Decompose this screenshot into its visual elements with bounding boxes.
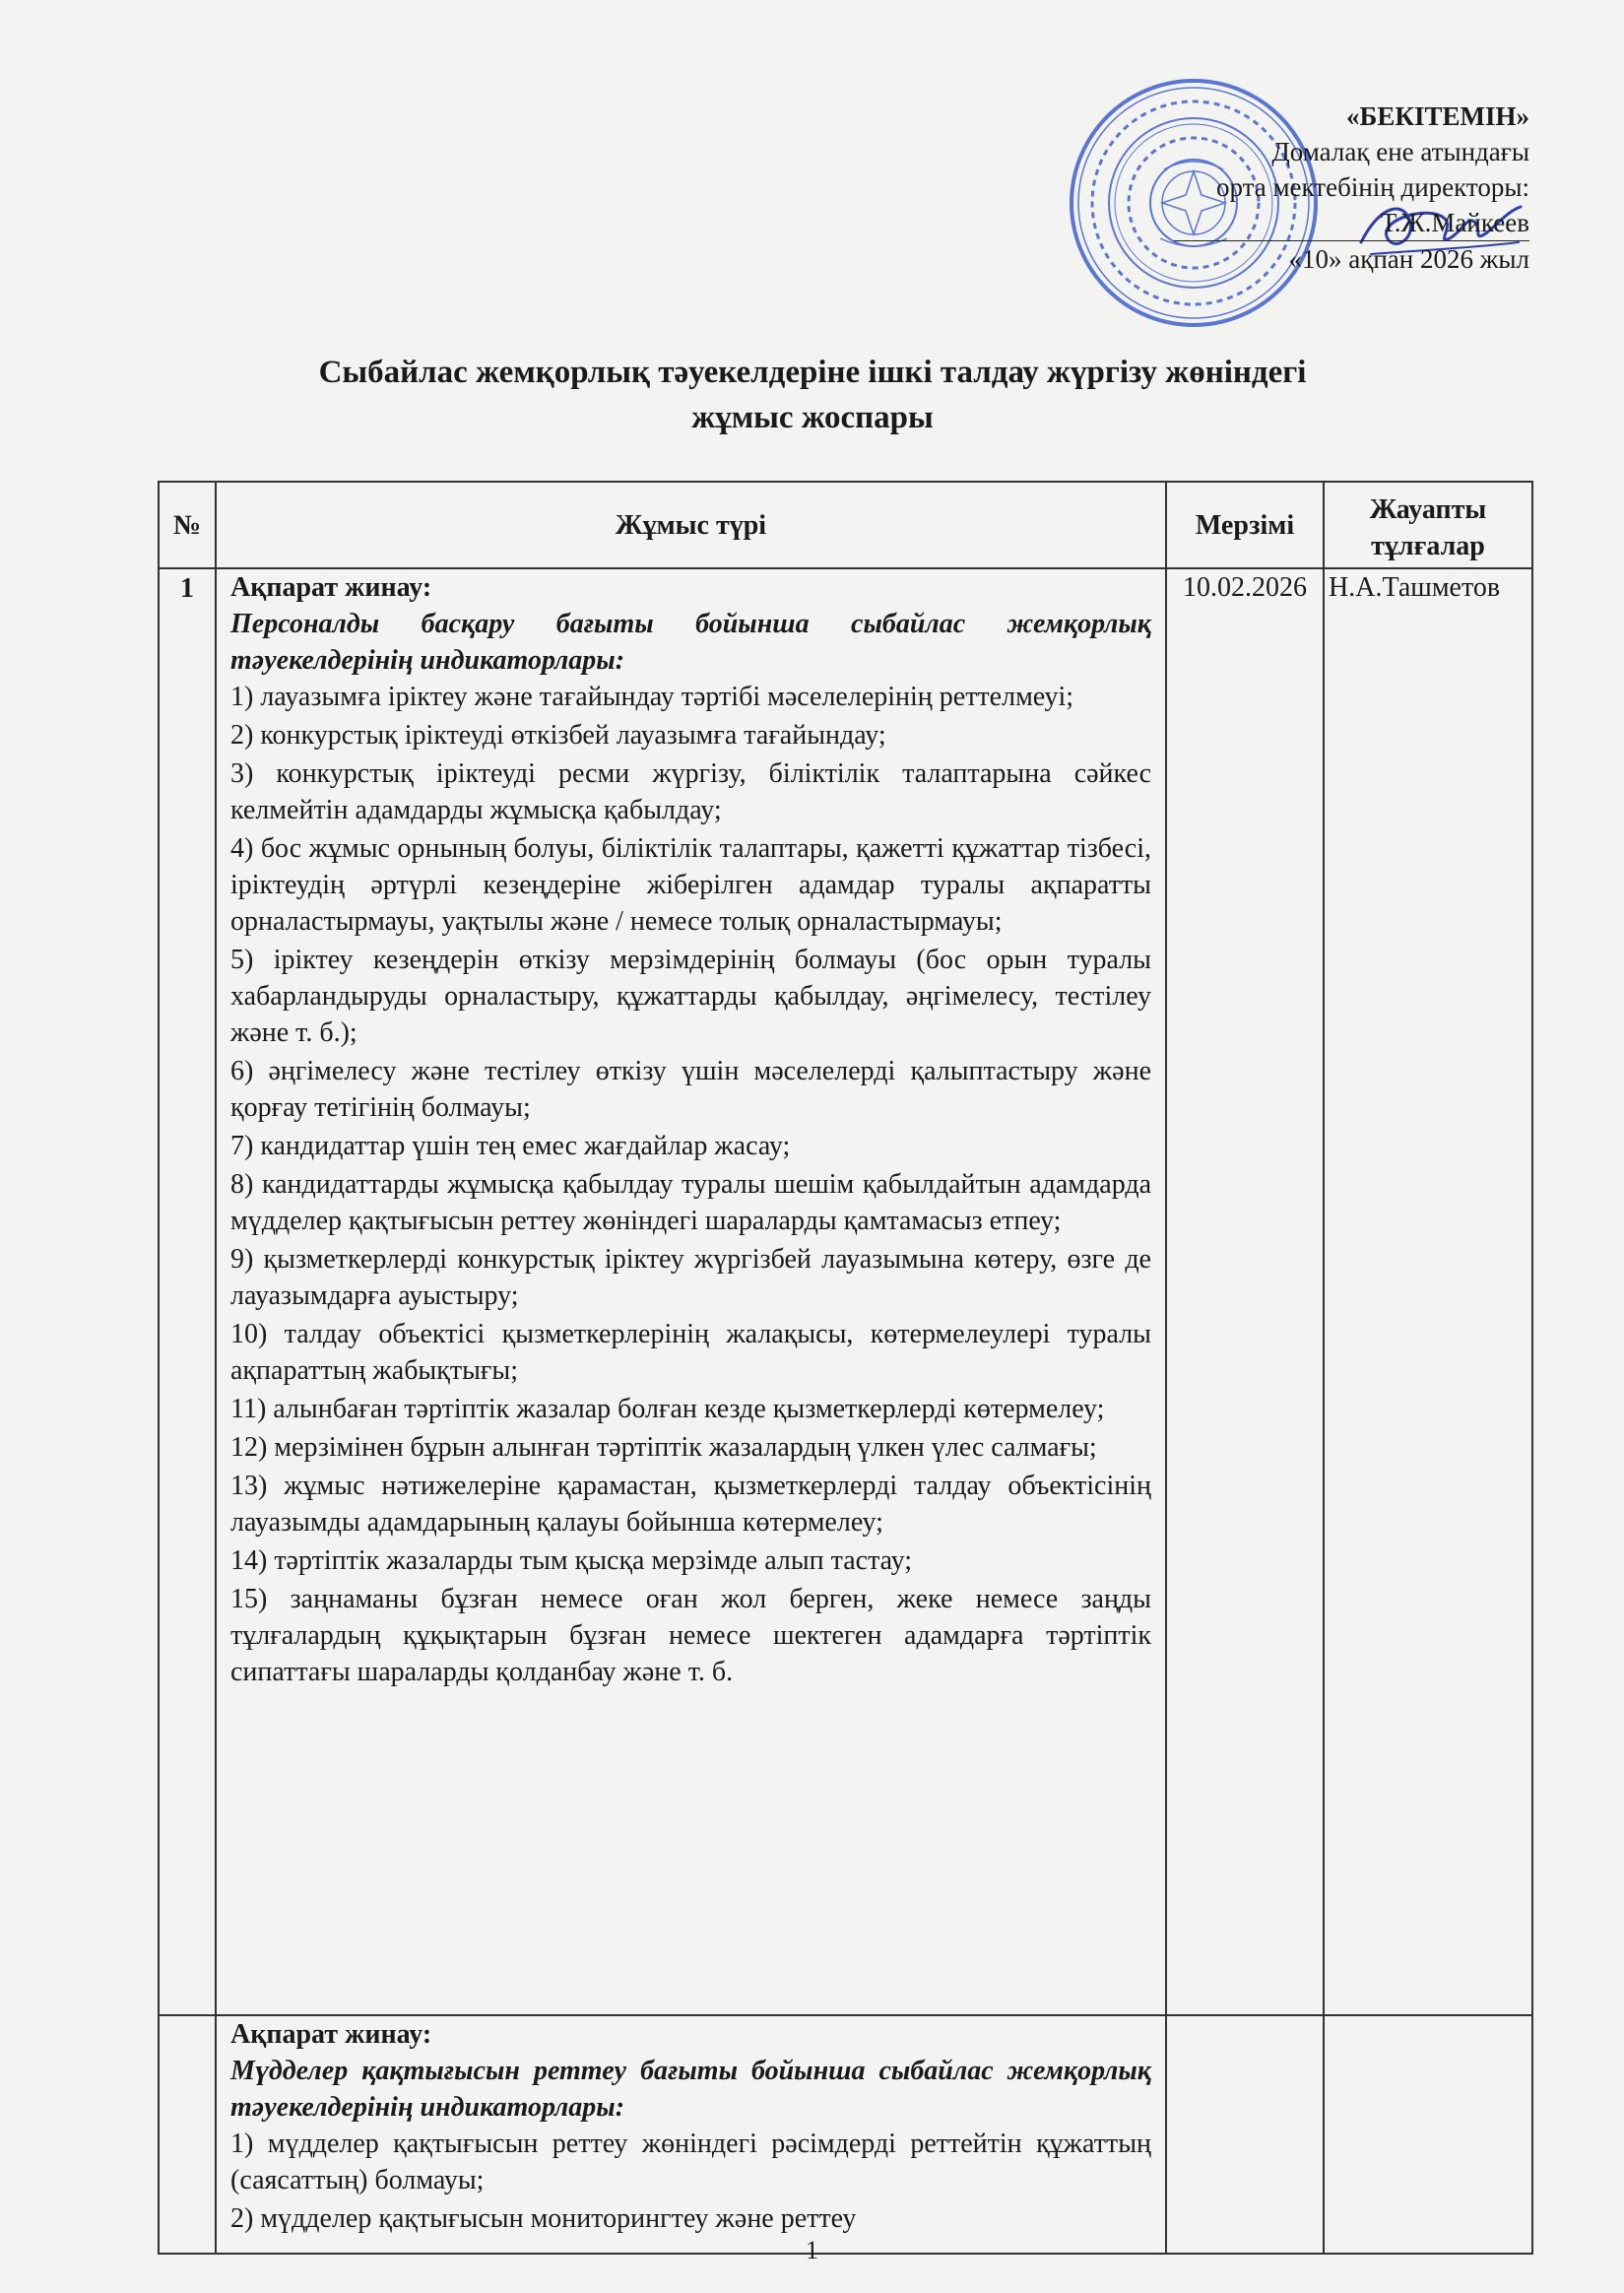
header-responsible: Жауапты тұлғалар xyxy=(1324,482,1532,568)
list-item: 1) лауазымға іріктеу және тағайындау тәртібі мәселелерінің реттелмеуі; xyxy=(230,682,1074,712)
work-description xyxy=(216,568,1166,2015)
document-title xyxy=(148,350,1477,440)
row-term: 10.02.2026 xyxy=(1166,568,1324,2015)
list-item: 4) бос жұмыс орнының болуы, біліктілік талаптары, қажетті құжаттар тізбесі, іріктеудің әртүрлі кезеңдеріне жіберілген адамдар туралы ақпаратты орналастырмауы, уақтылы және / немесе толық орналастырмауы; xyxy=(230,833,1151,937)
list-item: 7) кандидаттар үшін тең емес жағдайлар жасау; xyxy=(230,1131,791,1161)
row-responsible xyxy=(1324,2015,1532,2254)
approval-line-2: орта мектебінің директоры: xyxy=(1215,172,1529,202)
approval-heading: «БЕКІТЕМІН» xyxy=(1346,101,1529,131)
table-row xyxy=(159,2015,1532,2254)
section-heading: Ақпарат жинау: xyxy=(230,572,432,603)
table-row xyxy=(159,568,1532,2015)
work-description xyxy=(216,2015,1166,2254)
row-responsible: Н.А.Ташметов xyxy=(1324,568,1532,2015)
list-item: 9) қызметкерлерді конкурстық іріктеу жүргізбей лауазымына көтеру, өзге де лауазымдарға ауыстыру; xyxy=(230,1244,1151,1311)
header-num: № xyxy=(159,482,216,568)
list-item: 15) заңнаманы бұзған немесе оған жол берген, жеке немесе заңды тұлғалардың құқықтарын бұзған немесе шектеген адамдарға тәртіптік сипаттағы шараларды қолданбау және т. б. xyxy=(230,1584,1151,1687)
title-line-2: жұмыс жоспары xyxy=(691,400,934,435)
list-item: 5) іріктеу кезеңдерін өткізу мерзімдерінің болмауы (бос орын туралы хабарландыруды орналастыру, құжаттарды қабылдау, әңгімелесу, тестілеу және т. б.); xyxy=(230,945,1151,1048)
table-header-row xyxy=(159,482,1532,568)
row-number: 1 xyxy=(159,568,216,2015)
header-term: Мерзімі xyxy=(1166,482,1324,568)
list-item: 12) мерзімінен бұрын алынған тәртіптік жазалардың үлкен үлес салмағы; xyxy=(230,1432,1097,1463)
approval-line-1: Домалақ ене атындағы xyxy=(1271,137,1529,166)
approval-block xyxy=(1174,98,1529,277)
list-item: 14) тәртіптік жазаларды тым қысқа мерзімде алып тастау; xyxy=(230,1545,913,1576)
list-item: 1) мүдделер қақтығысын реттеу жөніндегі рәсімдерді реттейтін құжаттың (саясаттың) болмауы; xyxy=(230,2129,1151,2195)
indicator-heading: Мүдделер қақтығысын реттеу бағыты бойынша сыбайлас жемқорлық тәуекелдерінің индикаторлары: xyxy=(230,2056,1151,2123)
row-term xyxy=(1166,2015,1324,2254)
approval-signer: Т.Ж.Майкеев xyxy=(1174,205,1529,241)
list-item: 2) мүдделер қақтығысын мониторингтеу және реттеу xyxy=(230,2203,857,2234)
list-item: 11) алынбаған тәртіптік жазалар болған кезде қызметкерлерді көтермелеу; xyxy=(230,1394,1105,1424)
title-line-1: Сыбайлас жемқорлық тәуекелдеріне ішкі талдау жүргізу жөніндегі xyxy=(318,355,1307,390)
row-number xyxy=(159,2015,216,2254)
list-item: 3) конкурстық іріктеуді ресми жүргізу, біліктілік талаптарына сәйкес келмейтін адамдарды жұмысқа қабылдау; xyxy=(230,758,1151,825)
approval-date: «10» ақпан 2026 жыл xyxy=(1288,244,1529,274)
list-item: 13) жұмыс нәтижелеріне қарамастан, қызметкерлерді талдау объектісінің лауазымды адамдарының қалауы бойынша көтермелеу; xyxy=(230,1471,1151,1538)
header-work: Жұмыс түрі xyxy=(216,482,1166,568)
list-item: 10) талдау объектісі қызметкерлерінің жалақысы, көтермелеулері туралы ақпараттың жабықтығы; xyxy=(230,1319,1151,1386)
list-item: 8) кандидаттарды жұмысқа қабылдау туралы шешім қабылдайтын адамдарда мүдделер қақтығысын реттеу жөніндегі шараларды қамтамасыз етпеу; xyxy=(230,1169,1151,1236)
work-plan-table xyxy=(158,481,1533,2255)
section-heading: Ақпарат жинау: xyxy=(230,2019,432,2050)
list-item: 2) конкурстық іріктеуді өткізбей лауазымға тағайындау; xyxy=(230,720,886,751)
page-number: 1 xyxy=(806,2236,818,2264)
indicator-heading: Персоналды басқару бағыты бойынша сыбайлас жемқорлық тәуекелдерінің индикаторлары: xyxy=(230,609,1151,676)
list-item: 6) әңгімелесу және тестілеу өткізу үшін мәселелерді қалыптастыру және қорғау тетігінің болмауы; xyxy=(230,1056,1151,1123)
